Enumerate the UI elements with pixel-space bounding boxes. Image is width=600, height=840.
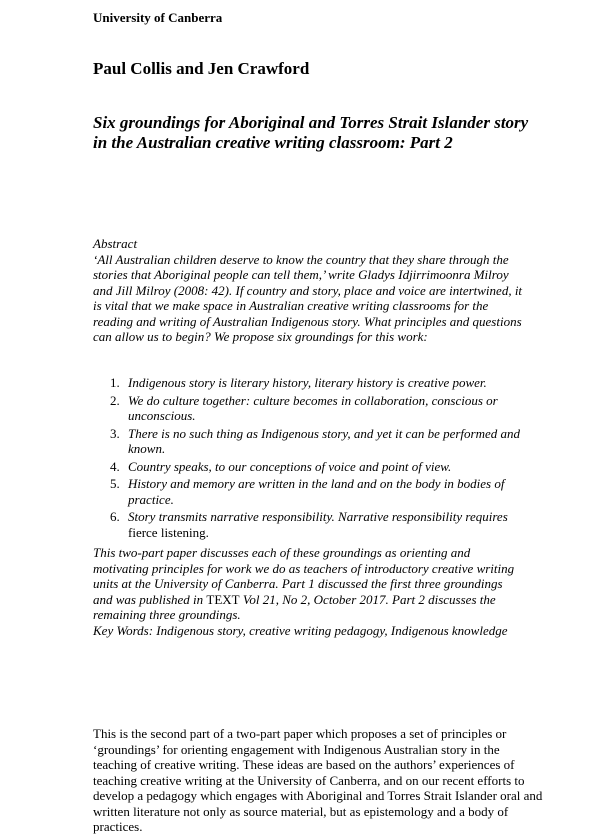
grounding-number: 5.: [110, 476, 120, 491]
summary-section: [93, 545, 523, 638]
grounding-number: 4.: [110, 458, 120, 474]
abstract-heading: Abstract: [93, 236, 138, 251]
body-section: [93, 726, 543, 835]
keywords: Key Words: Indigenous story, creative writing pedagogy, Indigenous knowledge: [93, 622, 508, 638]
paper-title: Six groundings for Aboriginal and Torres Strait Islander story in the Australian creative writing classroom: Part 2: [93, 113, 529, 152]
grounding-number: 3.: [110, 425, 120, 441]
grounding-text: Story transmits narrative responsibility. Narrative responsibility requires: [128, 509, 508, 524]
institution-name: University of Canberra: [93, 10, 223, 25]
summary-text-part1: This two-part paper discusses each of these groundings as orienting and motivating principles for work we do as teachers of introductory creative writing units at the University of Canberra. Part 1 discussed the first three groundings and was published in: [93, 545, 515, 607]
abstract-text: ‘All Australian children deserve to know the country that they share through the stories that Aboriginal people can tell them,’ write Gladys Idjirrimoonra Milroy and Jill Milroy (2008: 42). If country and story, place and voice are intertwined, it is vital that we make space in Australian creative writing classrooms for the reading and writing of Australian Indigenous story. What principles and questions can allow us to begin? We propose six groundings for this work:: [93, 251, 523, 344]
grounding-number: 6.: [110, 509, 120, 524]
author-names: Paul Collis and Jen Crawford: [93, 59, 310, 78]
grounding-item: [110, 476, 522, 507]
summary-text-part2: Vol 21, No 2, October 2017. Part 2 discusses the remaining three groundings.: [93, 591, 496, 622]
grounding-item: [110, 509, 522, 540]
grounding-text: History and memory are written in the land and on the body in bodies of practice.: [128, 476, 505, 507]
body-paragraph: This is the second part of a two-part paper which proposes a set of principles or ‘groundings’ for orienting engagement with Indigenous Australian story in the teaching of creative writing. These ideas are based on the authors’ experiences of teaching creative writing at the University of Canberra, and on our recent efforts to develop a pedagogy which engages with Aboriginal and Torres Strait Islander oral and written literature not only as source material, but as epistemology and a body of practices.: [93, 726, 543, 834]
abstract-section: [93, 236, 523, 345]
grounding-number: 1.: [110, 375, 120, 390]
summary-paragraph: [93, 545, 523, 623]
grounding-item: [110, 459, 522, 475]
grounding-item: [110, 375, 522, 391]
journal-name: TEXT: [206, 591, 240, 607]
grounding-text: There is no such thing as Indigenous story, and yet it can be performed and known.: [128, 425, 521, 456]
grounding-text: Indigenous story is literary history, literary history is creative power.: [128, 375, 487, 390]
grounding-text: We do culture together: culture becomes in collaboration, conscious or unconscious.: [128, 392, 498, 423]
grounding-text-tail: fierce listening.: [128, 524, 209, 540]
groundings-list: [110, 375, 522, 542]
grounding-item: [110, 393, 522, 424]
grounding-number: 2.: [110, 392, 120, 408]
grounding-item: [110, 426, 522, 457]
grounding-text: Country speaks, to our conceptions of voice and point of view.: [128, 458, 452, 474]
